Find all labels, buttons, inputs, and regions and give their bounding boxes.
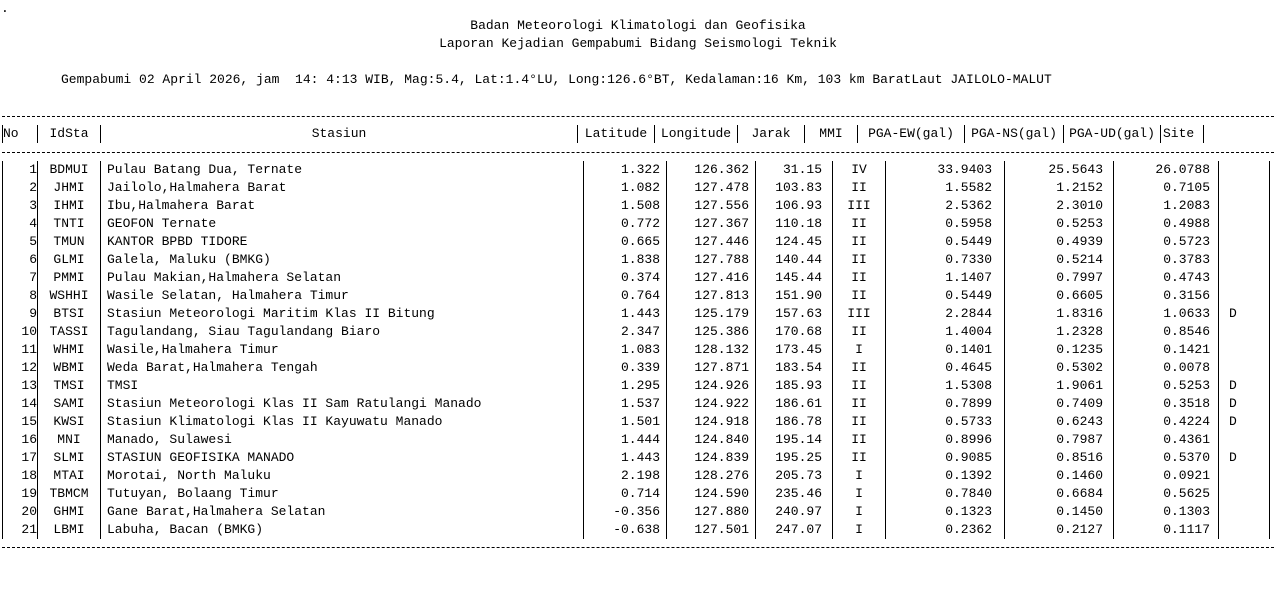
report-title: Laporan Kejadian Gempabumi Bidang Seismologi Teknik — [439, 36, 837, 51]
cell-pga-ns: 0.7987 — [1005, 431, 1114, 449]
cell-idsta: KWSI — [38, 413, 101, 431]
cell-longitude: 127.788 — [667, 251, 756, 269]
cell-stasiun: Labuha, Bacan (BMKG) — [101, 521, 584, 539]
cell-pga-ew: 0.9085 — [886, 449, 1005, 467]
cell-latitude: -0.638 — [584, 521, 667, 539]
column-header-pga-ew: PGA-EW(gal) — [858, 125, 965, 143]
cell-latitude: 1.082 — [584, 179, 667, 197]
cell-stasiun: KANTOR BPBD TIDORE — [101, 233, 584, 251]
column-header-stasiun: Stasiun — [101, 125, 578, 143]
cell-site: D — [1219, 377, 1270, 395]
cell-pga-ew: 0.5449 — [886, 233, 1005, 251]
cell-site — [1219, 269, 1270, 287]
cell-pga-ew: 1.5308 — [886, 377, 1005, 395]
table-row — [0, 485, 1270, 503]
cell-pga-ud: 0.4224 — [1114, 413, 1219, 431]
cell-no: 2 — [3, 179, 38, 197]
cell-pga-ew: 33.9403 — [886, 161, 1005, 179]
table-row — [0, 161, 1270, 179]
cell-jarak: 106.93 — [756, 197, 833, 215]
cell-pga-ud: 0.1421 — [1114, 341, 1219, 359]
cell-jarak: 247.07 — [756, 521, 833, 539]
cell-site — [1219, 521, 1270, 539]
column-header-no: No — [3, 125, 38, 143]
cell-longitude: 124.590 — [667, 485, 756, 503]
cell-pga-ns: 25.5643 — [1005, 161, 1114, 179]
cell-pga-ud: 0.4743 — [1114, 269, 1219, 287]
cell-stasiun: Stasiun Klimatologi Klas II Kayuwatu Manado — [101, 413, 584, 431]
event-summary: Gempabumi 02 April 2026, jam 14: 4:13 WIB, Mag:5.4, Lat:1.4°LU, Long:126.6°BT, Kedalaman:16 Km, 103 km BaratLaut JAILOLO-MALUT — [61, 72, 1052, 87]
cell-pga-ew: 0.7840 — [886, 485, 1005, 503]
cell-mmi: II — [833, 215, 886, 233]
cell-pga-ud: 0.3518 — [1114, 395, 1219, 413]
cell-jarak: 195.14 — [756, 431, 833, 449]
table-row — [0, 467, 1270, 485]
cell-latitude: 0.374 — [584, 269, 667, 287]
cell-idsta: TMUN — [38, 233, 101, 251]
cell-longitude: 124.918 — [667, 413, 756, 431]
cell-idsta: TASSI — [38, 323, 101, 341]
cell-latitude: 1.537 — [584, 395, 667, 413]
cell-pga-ud: 0.5723 — [1114, 233, 1219, 251]
cell-longitude: 127.556 — [667, 197, 756, 215]
station-table-body — [0, 161, 1270, 539]
table-row — [0, 197, 1270, 215]
cell-stasiun: Pulau Batang Dua, Ternate — [101, 161, 584, 179]
cell-pga-ns: 0.2127 — [1005, 521, 1114, 539]
cell-idsta: WHMI — [38, 341, 101, 359]
cell-mmi: I — [833, 341, 886, 359]
cell-jarak: 186.61 — [756, 395, 833, 413]
cell-stasiun: TMSI — [101, 377, 584, 395]
cell-stasiun: Stasiun Meteorologi Klas II Sam Ratulangi Manado — [101, 395, 584, 413]
table-row — [0, 377, 1270, 395]
cell-jarak: 140.44 — [756, 251, 833, 269]
cell-pga-ud: 0.0078 — [1114, 359, 1219, 377]
cell-mmi: II — [833, 269, 886, 287]
cell-site — [1219, 503, 1270, 521]
cell-mmi: II — [833, 377, 886, 395]
cell-site — [1219, 341, 1270, 359]
cell-longitude: 127.501 — [667, 521, 756, 539]
table-row — [0, 503, 1270, 521]
cell-jarak: 124.45 — [756, 233, 833, 251]
cell-idsta: SAMI — [38, 395, 101, 413]
column-header-jarak: Jarak — [738, 125, 805, 143]
cell-pga-ew: 0.7899 — [886, 395, 1005, 413]
cell-jarak: 170.68 — [756, 323, 833, 341]
cell-mmi: IV — [833, 161, 886, 179]
cell-site: D — [1219, 449, 1270, 467]
cell-no: 10 — [3, 323, 38, 341]
cell-pga-ew: 0.7330 — [886, 251, 1005, 269]
cell-stasiun: GEOFON Ternate — [101, 215, 584, 233]
cell-latitude: 1.443 — [584, 305, 667, 323]
cell-pga-ud: 1.2083 — [1114, 197, 1219, 215]
cell-mmi: II — [833, 431, 886, 449]
table-row — [0, 395, 1270, 413]
cell-no: 18 — [3, 467, 38, 485]
cell-latitude: 1.443 — [584, 449, 667, 467]
cell-no: 15 — [3, 413, 38, 431]
cell-longitude: 125.179 — [667, 305, 756, 323]
cell-no: 6 — [3, 251, 38, 269]
corner-mark: . — [1, 1, 9, 16]
cell-pga-ns: 0.1460 — [1005, 467, 1114, 485]
cell-mmi: II — [833, 251, 886, 269]
cell-longitude: 124.840 — [667, 431, 756, 449]
cell-stasiun: Tagulandang, Siau Tagulandang Biaro — [101, 323, 584, 341]
cell-pga-ns: 0.6605 — [1005, 287, 1114, 305]
cell-idsta: GHMI — [38, 503, 101, 521]
cell-idsta: IHMI — [38, 197, 101, 215]
cell-pga-ud: 0.1117 — [1114, 521, 1219, 539]
table-row — [0, 413, 1270, 431]
table-row — [0, 251, 1270, 269]
cell-pga-ew: 0.1401 — [886, 341, 1005, 359]
cell-pga-ew: 0.8996 — [886, 431, 1005, 449]
cell-pga-ns: 0.1235 — [1005, 341, 1114, 359]
cell-stasiun: Wasile Selatan, Halmahera Timur — [101, 287, 584, 305]
cell-idsta: TNTI — [38, 215, 101, 233]
cell-site: D — [1219, 395, 1270, 413]
cell-site — [1219, 467, 1270, 485]
cell-mmi: II — [833, 395, 886, 413]
cell-stasiun: Morotai, North Maluku — [101, 467, 584, 485]
cell-pga-ns: 2.3010 — [1005, 197, 1114, 215]
cell-mmi: II — [833, 323, 886, 341]
cell-no: 14 — [3, 395, 38, 413]
cell-pga-ns: 0.7409 — [1005, 395, 1114, 413]
column-header-table — [0, 125, 1204, 143]
cell-longitude: 124.926 — [667, 377, 756, 395]
cell-idsta: TBMCM — [38, 485, 101, 503]
cell-pga-ew: 0.2362 — [886, 521, 1005, 539]
cell-longitude: 127.478 — [667, 179, 756, 197]
cell-latitude: 1.508 — [584, 197, 667, 215]
cell-jarak: 235.46 — [756, 485, 833, 503]
cell-site — [1219, 233, 1270, 251]
cell-latitude: 2.198 — [584, 467, 667, 485]
cell-mmi: II — [833, 233, 886, 251]
cell-longitude: 128.132 — [667, 341, 756, 359]
cell-mmi: I — [833, 467, 886, 485]
dashed-divider-top — [2, 116, 1274, 117]
table-row — [0, 341, 1270, 359]
cell-jarak: 195.25 — [756, 449, 833, 467]
cell-latitude: 2.347 — [584, 323, 667, 341]
cell-no: 7 — [3, 269, 38, 287]
cell-idsta: WBMI — [38, 359, 101, 377]
cell-pga-ns: 0.5214 — [1005, 251, 1114, 269]
cell-idsta: MTAI — [38, 467, 101, 485]
cell-stasiun: Pulau Makian,Halmahera Selatan — [101, 269, 584, 287]
cell-pga-ns: 0.8516 — [1005, 449, 1114, 467]
cell-mmi: I — [833, 521, 886, 539]
cell-pga-ud: 0.5253 — [1114, 377, 1219, 395]
cell-jarak: 240.97 — [756, 503, 833, 521]
cell-pga-ud: 0.5625 — [1114, 485, 1219, 503]
cell-latitude: 1.838 — [584, 251, 667, 269]
cell-site — [1219, 287, 1270, 305]
cell-pga-ns: 0.4939 — [1005, 233, 1114, 251]
table-row — [0, 269, 1270, 287]
table-row — [0, 233, 1270, 251]
column-header-pga-ud: PGA-UD(gal) — [1064, 125, 1161, 143]
cell-pga-ns: 0.6684 — [1005, 485, 1114, 503]
cell-stasiun: Manado, Sulawesi — [101, 431, 584, 449]
cell-idsta: GLMI — [38, 251, 101, 269]
cell-pga-ns: 1.2328 — [1005, 323, 1114, 341]
cell-site — [1219, 323, 1270, 341]
cell-idsta: BTSI — [38, 305, 101, 323]
cell-latitude: 0.772 — [584, 215, 667, 233]
column-header-mmi: MMI — [805, 125, 858, 143]
cell-latitude: 1.501 — [584, 413, 667, 431]
cell-stasiun: Wasile,Halmahera Timur — [101, 341, 584, 359]
cell-stasiun: Jailolo,Halmahera Barat — [101, 179, 584, 197]
cell-longitude: 127.416 — [667, 269, 756, 287]
cell-pga-ew: 2.2844 — [886, 305, 1005, 323]
cell-longitude: 124.839 — [667, 449, 756, 467]
cell-no: 5 — [3, 233, 38, 251]
cell-site: D — [1219, 413, 1270, 431]
cell-stasiun: STASIUN GEOFISIKA MANADO — [101, 449, 584, 467]
cell-jarak: 186.78 — [756, 413, 833, 431]
cell-no: 4 — [3, 215, 38, 233]
column-header-longitude: Longitude — [655, 125, 738, 143]
dashed-divider-bottom — [2, 547, 1274, 548]
cell-idsta: TMSI — [38, 377, 101, 395]
column-header-row — [0, 125, 1204, 143]
cell-pga-ud: 0.4988 — [1114, 215, 1219, 233]
cell-no: 17 — [3, 449, 38, 467]
cell-no: 13 — [3, 377, 38, 395]
cell-longitude: 127.871 — [667, 359, 756, 377]
cell-site — [1219, 179, 1270, 197]
cell-mmi: II — [833, 449, 886, 467]
cell-pga-ud: 0.8546 — [1114, 323, 1219, 341]
cell-pga-ew: 1.5582 — [886, 179, 1005, 197]
cell-latitude: 1.322 — [584, 161, 667, 179]
cell-mmi: III — [833, 197, 886, 215]
cell-jarak: 110.18 — [756, 215, 833, 233]
column-header-idsta: IdSta — [38, 125, 101, 143]
cell-no: 21 — [3, 521, 38, 539]
table-row — [0, 431, 1270, 449]
cell-pga-ud: 0.7105 — [1114, 179, 1219, 197]
cell-idsta: WSHHI — [38, 287, 101, 305]
cell-no: 16 — [3, 431, 38, 449]
cell-mmi: III — [833, 305, 886, 323]
cell-site — [1219, 215, 1270, 233]
cell-pga-ew: 1.1407 — [886, 269, 1005, 287]
cell-pga-ns: 0.7997 — [1005, 269, 1114, 287]
cell-pga-ud: 1.0633 — [1114, 305, 1219, 323]
cell-mmi: II — [833, 413, 886, 431]
cell-jarak: 103.83 — [756, 179, 833, 197]
cell-site — [1219, 359, 1270, 377]
cell-mmi: I — [833, 503, 886, 521]
cell-pga-ew: 1.4004 — [886, 323, 1005, 341]
cell-pga-ew: 0.5449 — [886, 287, 1005, 305]
cell-pga-ns: 0.5302 — [1005, 359, 1114, 377]
cell-jarak: 157.63 — [756, 305, 833, 323]
cell-idsta: LBMI — [38, 521, 101, 539]
cell-jarak: 145.44 — [756, 269, 833, 287]
cell-jarak: 205.73 — [756, 467, 833, 485]
column-header-pga-ns: PGA-NS(gal) — [965, 125, 1064, 143]
cell-pga-ew: 0.5958 — [886, 215, 1005, 233]
cell-mmi: II — [833, 179, 886, 197]
cell-stasiun: Galela, Maluku (BMKG) — [101, 251, 584, 269]
cell-pga-ud: 0.4361 — [1114, 431, 1219, 449]
cell-longitude: 127.880 — [667, 503, 756, 521]
cell-no: 11 — [3, 341, 38, 359]
cell-pga-ew: 0.5733 — [886, 413, 1005, 431]
cell-longitude: 124.922 — [667, 395, 756, 413]
cell-longitude: 127.813 — [667, 287, 756, 305]
table-row — [0, 449, 1270, 467]
cell-pga-ns: 0.5253 — [1005, 215, 1114, 233]
table-row — [0, 305, 1270, 323]
cell-jarak: 31.15 — [756, 161, 833, 179]
cell-jarak: 185.93 — [756, 377, 833, 395]
cell-longitude: 125.386 — [667, 323, 756, 341]
cell-latitude: 1.295 — [584, 377, 667, 395]
cell-longitude: 127.446 — [667, 233, 756, 251]
cell-pga-ns: 1.8316 — [1005, 305, 1114, 323]
column-header-site: Site — [1161, 125, 1204, 143]
cell-no: 1 — [3, 161, 38, 179]
dashed-divider-header — [2, 152, 1274, 153]
cell-latitude: 0.714 — [584, 485, 667, 503]
cell-site — [1219, 161, 1270, 179]
cell-idsta: BDMUI — [38, 161, 101, 179]
table-row — [0, 287, 1270, 305]
cell-stasiun: Weda Barat,Halmahera Tengah — [101, 359, 584, 377]
cell-site — [1219, 251, 1270, 269]
cell-latitude: 1.444 — [584, 431, 667, 449]
cell-pga-ud: 0.5370 — [1114, 449, 1219, 467]
cell-site: D — [1219, 305, 1270, 323]
cell-pga-ew: 0.1323 — [886, 503, 1005, 521]
cell-jarak: 183.54 — [756, 359, 833, 377]
cell-site — [1219, 431, 1270, 449]
agency-title: Badan Meteorologi Klimatologi dan Geofisika — [470, 18, 806, 33]
cell-no: 19 — [3, 485, 38, 503]
cell-pga-ud: 0.3783 — [1114, 251, 1219, 269]
cell-latitude: -0.356 — [584, 503, 667, 521]
table-row — [0, 359, 1270, 377]
table-row — [0, 521, 1270, 539]
cell-jarak: 151.90 — [756, 287, 833, 305]
table-row — [0, 179, 1270, 197]
cell-pga-ew: 2.5362 — [886, 197, 1005, 215]
cell-longitude: 126.362 — [667, 161, 756, 179]
cell-no: 20 — [3, 503, 38, 521]
cell-stasiun: Tutuyan, Bolaang Timur — [101, 485, 584, 503]
cell-pga-ns: 0.6243 — [1005, 413, 1114, 431]
cell-pga-ud: 0.0921 — [1114, 467, 1219, 485]
cell-pga-ns: 1.9061 — [1005, 377, 1114, 395]
cell-stasiun: Stasiun Meteorologi Maritim Klas II Bitung — [101, 305, 584, 323]
cell-no: 12 — [3, 359, 38, 377]
cell-no: 3 — [3, 197, 38, 215]
cell-pga-ew: 0.4645 — [886, 359, 1005, 377]
cell-longitude: 128.276 — [667, 467, 756, 485]
cell-idsta: SLMI — [38, 449, 101, 467]
station-table — [0, 161, 1270, 539]
cell-longitude: 127.367 — [667, 215, 756, 233]
cell-stasiun: Gane Barat,Halmahera Selatan — [101, 503, 584, 521]
cell-mmi: I — [833, 485, 886, 503]
cell-latitude: 0.339 — [584, 359, 667, 377]
cell-pga-ns: 1.2152 — [1005, 179, 1114, 197]
cell-pga-ud: 0.3156 — [1114, 287, 1219, 305]
cell-mmi: II — [833, 359, 886, 377]
column-header-latitude: Latitude — [578, 125, 655, 143]
cell-idsta: MNI — [38, 431, 101, 449]
cell-idsta: PMMI — [38, 269, 101, 287]
cell-idsta: JHMI — [38, 179, 101, 197]
cell-no: 8 — [3, 287, 38, 305]
cell-pga-ns: 0.1450 — [1005, 503, 1114, 521]
cell-no: 9 — [3, 305, 38, 323]
cell-latitude: 0.665 — [584, 233, 667, 251]
cell-site — [1219, 485, 1270, 503]
cell-pga-ew: 0.1392 — [886, 467, 1005, 485]
table-row — [0, 323, 1270, 341]
cell-site — [1219, 197, 1270, 215]
cell-pga-ud: 26.0788 — [1114, 161, 1219, 179]
table-row — [0, 215, 1270, 233]
cell-stasiun: Ibu,Halmahera Barat — [101, 197, 584, 215]
cell-mmi: II — [833, 287, 886, 305]
cell-latitude: 1.083 — [584, 341, 667, 359]
cell-pga-ud: 0.1303 — [1114, 503, 1219, 521]
cell-latitude: 0.764 — [584, 287, 667, 305]
cell-jarak: 173.45 — [756, 341, 833, 359]
